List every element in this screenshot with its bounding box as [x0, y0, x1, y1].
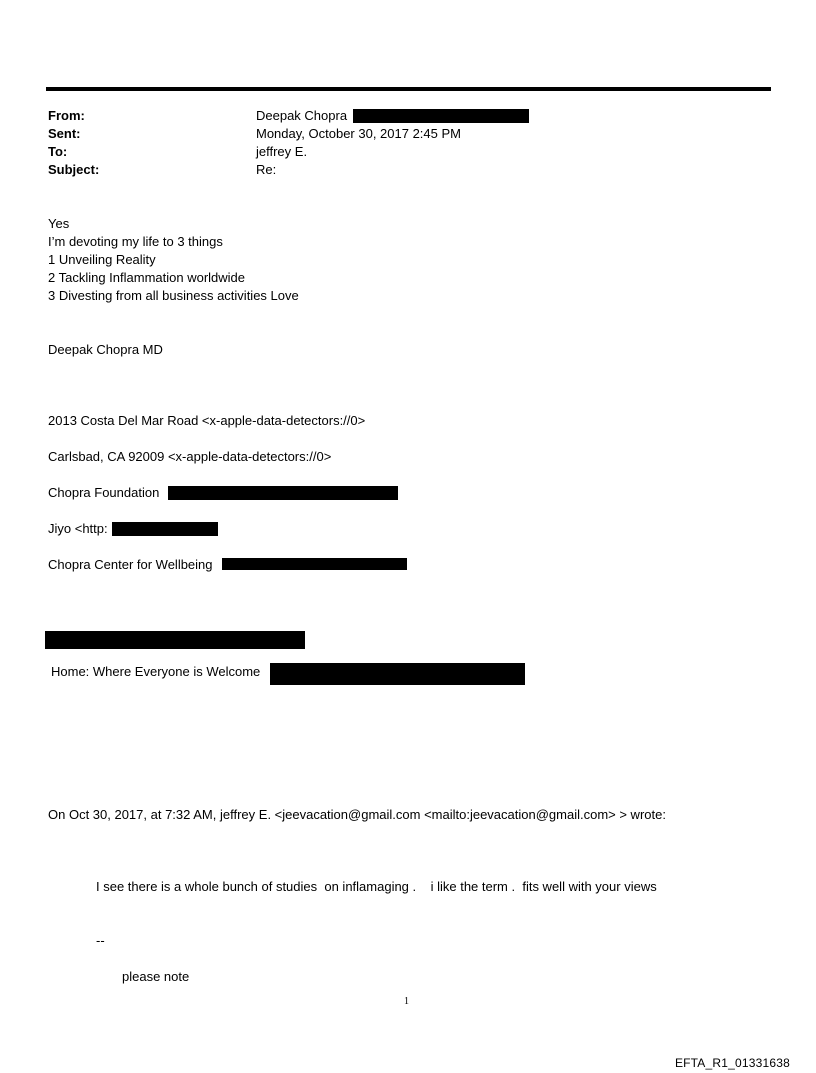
- subject-label: Subject:: [48, 162, 100, 177]
- bates-number: EFTA_R1_01331638: [674, 1056, 790, 1070]
- sent-label: Sent:: [48, 126, 81, 141]
- signature-name: Deepak Chopra MD: [48, 342, 163, 357]
- quoted-separator: --: [96, 933, 105, 948]
- center-line: Chopra Center for Wellbeing: [48, 557, 213, 572]
- home-line: Home: Where Everyone is Welcome: [51, 664, 261, 679]
- to-value: jeffrey E.: [256, 144, 308, 159]
- foundation-line: Chopra Foundation: [48, 485, 160, 500]
- quoted-note: please note: [122, 969, 190, 984]
- to-label: To:: [48, 144, 68, 159]
- body-line-1: Yes: [48, 216, 70, 231]
- address-line-1: 2013 Costa Del Mar Road <x-apple-data-detectors://0>: [48, 413, 366, 428]
- page-number: 1: [404, 996, 409, 1007]
- quoted-message: I see there is a whole bunch of studies on inflamaging . i like the term . fits well with your views: [96, 879, 657, 894]
- redaction-full-line: [45, 631, 305, 649]
- body-line-3: 1 Unveiling Reality: [48, 252, 156, 267]
- body-line-5: 3 Divesting from all business activities Love: [48, 288, 299, 303]
- redaction-center-link: [222, 558, 407, 570]
- subject-value: Re:: [256, 162, 277, 177]
- redaction-home-link: [270, 663, 525, 685]
- sent-value: Monday, October 30, 2017 2:45 PM: [256, 126, 461, 141]
- redaction-from-email: [353, 109, 529, 123]
- body-line-4: 2 Tackling Inflammation worldwide: [48, 270, 246, 285]
- redaction-jiyo-link: [112, 522, 218, 536]
- from-label: From:: [48, 108, 85, 123]
- quoted-intro: On Oct 30, 2017, at 7:32 AM, jeffrey E. <jeevacation@gmail.com <mailto:jeevacation@gmail.com> > wrote:: [48, 807, 666, 822]
- from-value: Deepak Chopra: [256, 108, 348, 123]
- header-rule: [46, 87, 771, 91]
- address-line-2: Carlsbad, CA 92009 <x-apple-data-detectors://0>: [48, 449, 332, 464]
- jiyo-line: Jiyo <http:: [48, 521, 108, 536]
- redaction-foundation-link: [168, 486, 398, 500]
- body-line-2: I’m devoting my life to 3 things: [48, 234, 223, 249]
